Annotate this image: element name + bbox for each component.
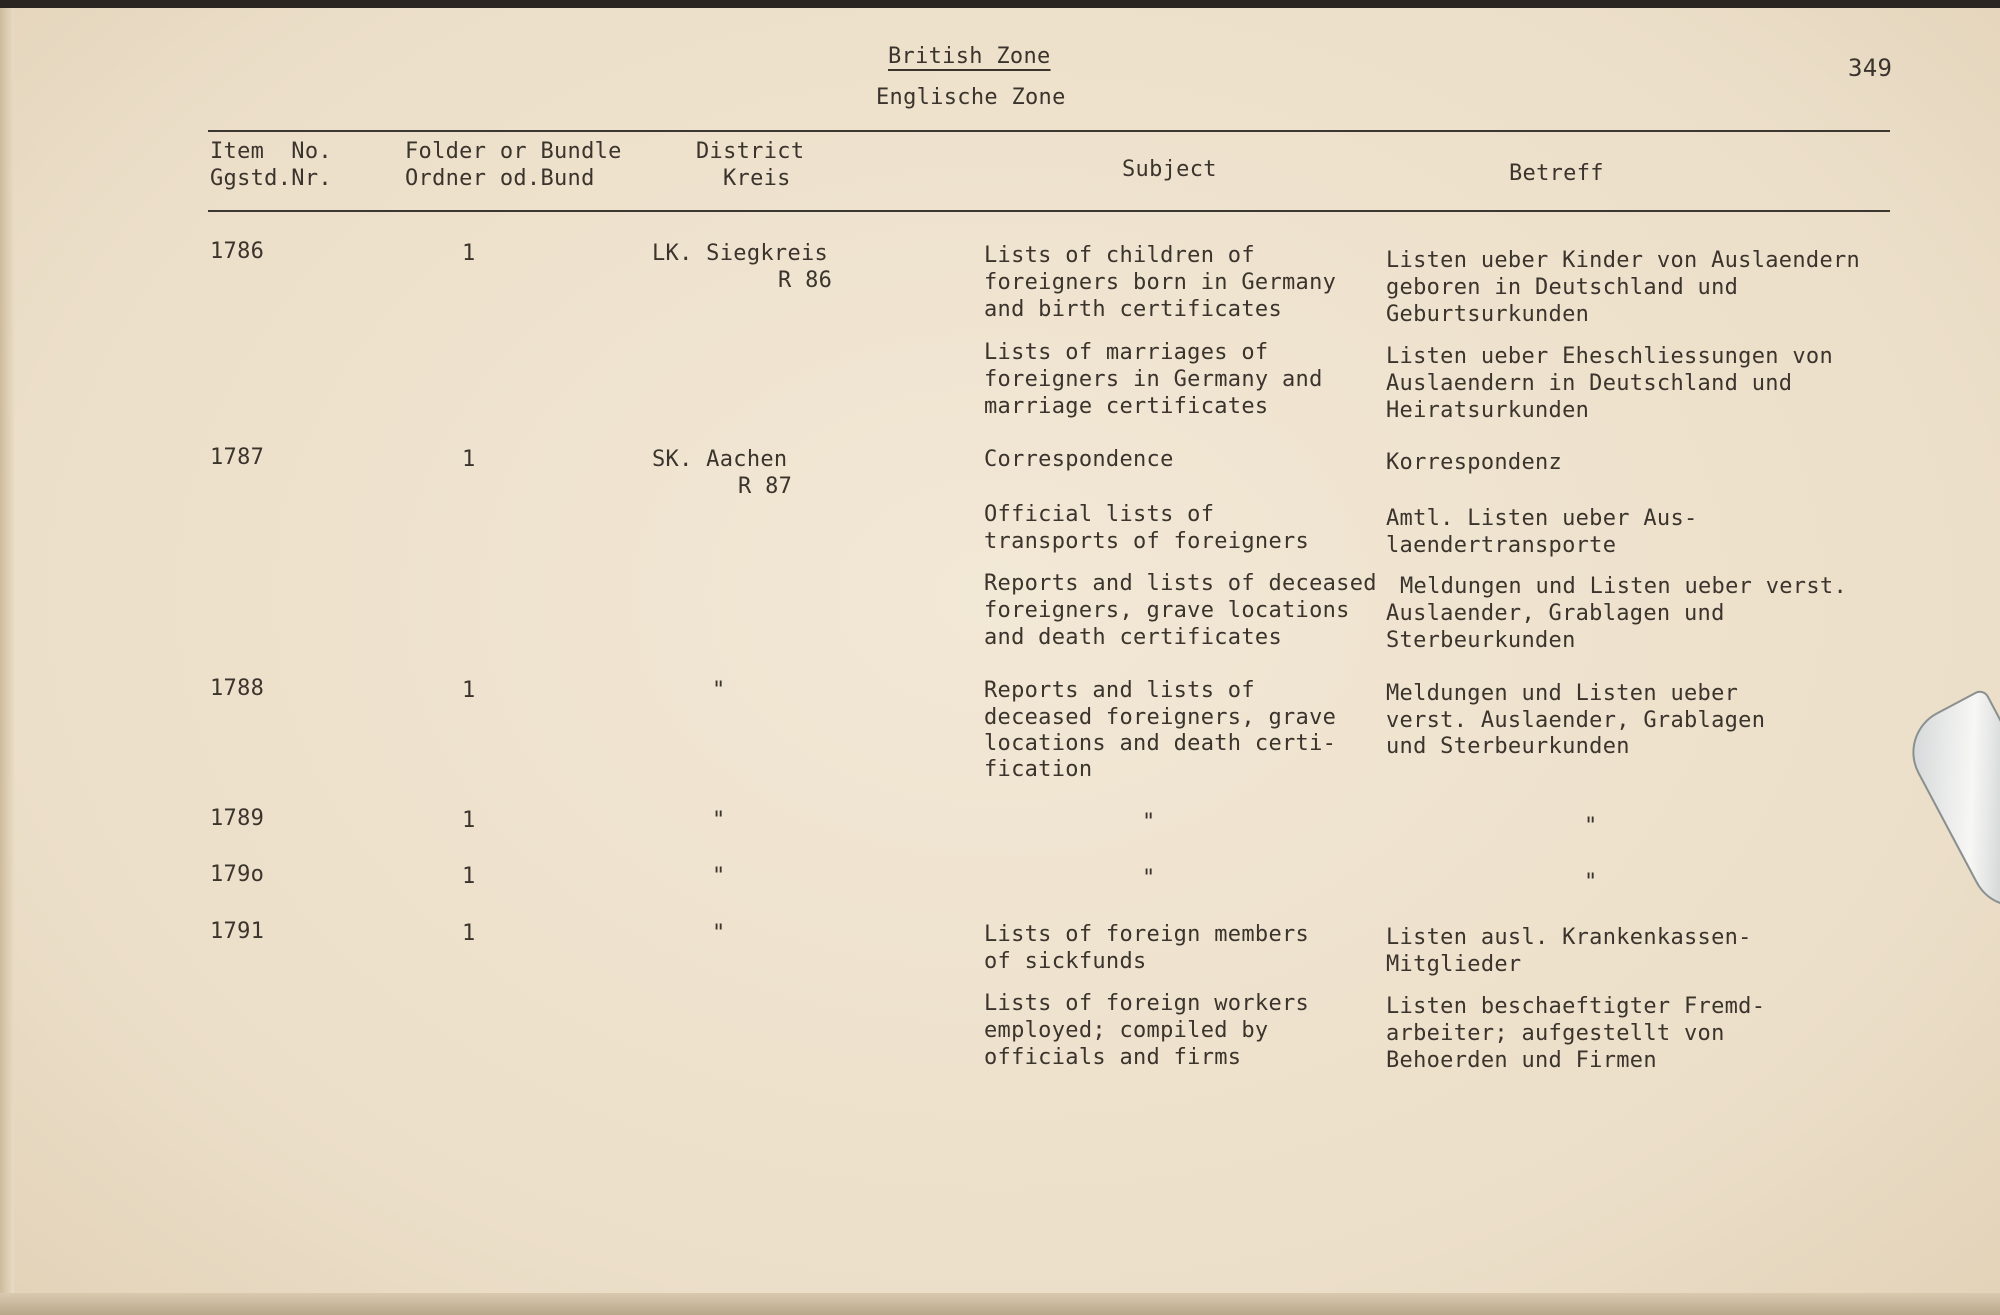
- folder-number: 1: [462, 921, 476, 946]
- item-number: 179o: [210, 862, 265, 887]
- folder-number: 1: [462, 678, 476, 703]
- folder-number: 1: [462, 241, 476, 266]
- betreff-entry: Korrespondenz: [1386, 450, 1563, 475]
- header-rule-bottom: [208, 210, 1890, 212]
- folder-number: 1: [462, 864, 476, 889]
- betreff-ditto: ": [1584, 870, 1598, 895]
- subject-entry: Correspondence: [984, 447, 1174, 472]
- item-number: 1786: [210, 239, 265, 264]
- subject-ditto: ": [1142, 810, 1156, 835]
- item-number: 1789: [210, 806, 265, 831]
- item-number: 1791: [210, 919, 265, 944]
- district-ditto: ": [712, 808, 726, 833]
- district-name: LK. Siegkreis: [652, 241, 829, 266]
- page-edge: [0, 8, 14, 1315]
- district-code: R 86: [778, 268, 833, 293]
- district-name: SK. Aachen: [652, 447, 788, 472]
- column-header-subject: Subject: [1122, 157, 1217, 182]
- document-page: British Zone Englische Zone 349 Item No. Ggstd.Nr. Folder or Bundle Ordner od.Bund District Kreis Subject Betreff 1786 1 LK. Siegkreis R 86 Lists of children of foreigners born in Germany and birth certificates Listen ueber Kinder von Auslaendern geboren in Deutschland und Geburtsurkunden Lists of marriages of foreigners in Germany and marriage certificates Listen ueber Eheschliessungen von Auslaendern in Deutschland und Heiratsurkunden 1787 1 SK. Aachen R 87 Correspondence Korrespondenz Official lists of transports of foreigners Amtl. Listen ueber Aus- laendertransporte Reports and lists of deceased foreigners, grave locations and death certificates Meldungen und Listen ueber verst. Auslaender, Grablagen und Sterbeurkunden 1788 1 " Reports and lists of deceased foreigners, grave locations and death certi- fication Meldungen und Listen ueber verst. Auslaender, Grablagen und Sterbeurkunden 1789 1 " " " 179o 1 " " " 1791 1 " Lists of foreign members of sickfunds Listen ausl. Krankenkassen- Mitglieder Lists of foreign workers employed; compiled by officials and firms Listen beschaeftigter Fremd- arbeiter; aufgestellt von Behoerden und Firmen: [0, 8, 2000, 1315]
- folder-number: 1: [462, 808, 476, 833]
- district-ditto: ": [712, 678, 726, 703]
- subject-ditto: ": [1142, 866, 1156, 891]
- district-ditto: ": [712, 864, 726, 889]
- page-title: British Zone: [888, 44, 1051, 69]
- paper-clip: [1897, 687, 2000, 922]
- district-code: R 87: [738, 474, 793, 499]
- header-rule-top: [208, 130, 1890, 132]
- item-number: 1787: [210, 445, 265, 470]
- betreff-ditto: ": [1584, 814, 1598, 839]
- page-subtitle: Englische Zone: [876, 85, 1066, 110]
- column-header-betreff: Betreff: [1509, 161, 1604, 186]
- folder-number: 1: [462, 447, 476, 472]
- district-ditto: ": [712, 921, 726, 946]
- page-number: 349: [1848, 54, 1893, 82]
- page-edge: [0, 1293, 2000, 1315]
- item-number: 1788: [210, 676, 265, 701]
